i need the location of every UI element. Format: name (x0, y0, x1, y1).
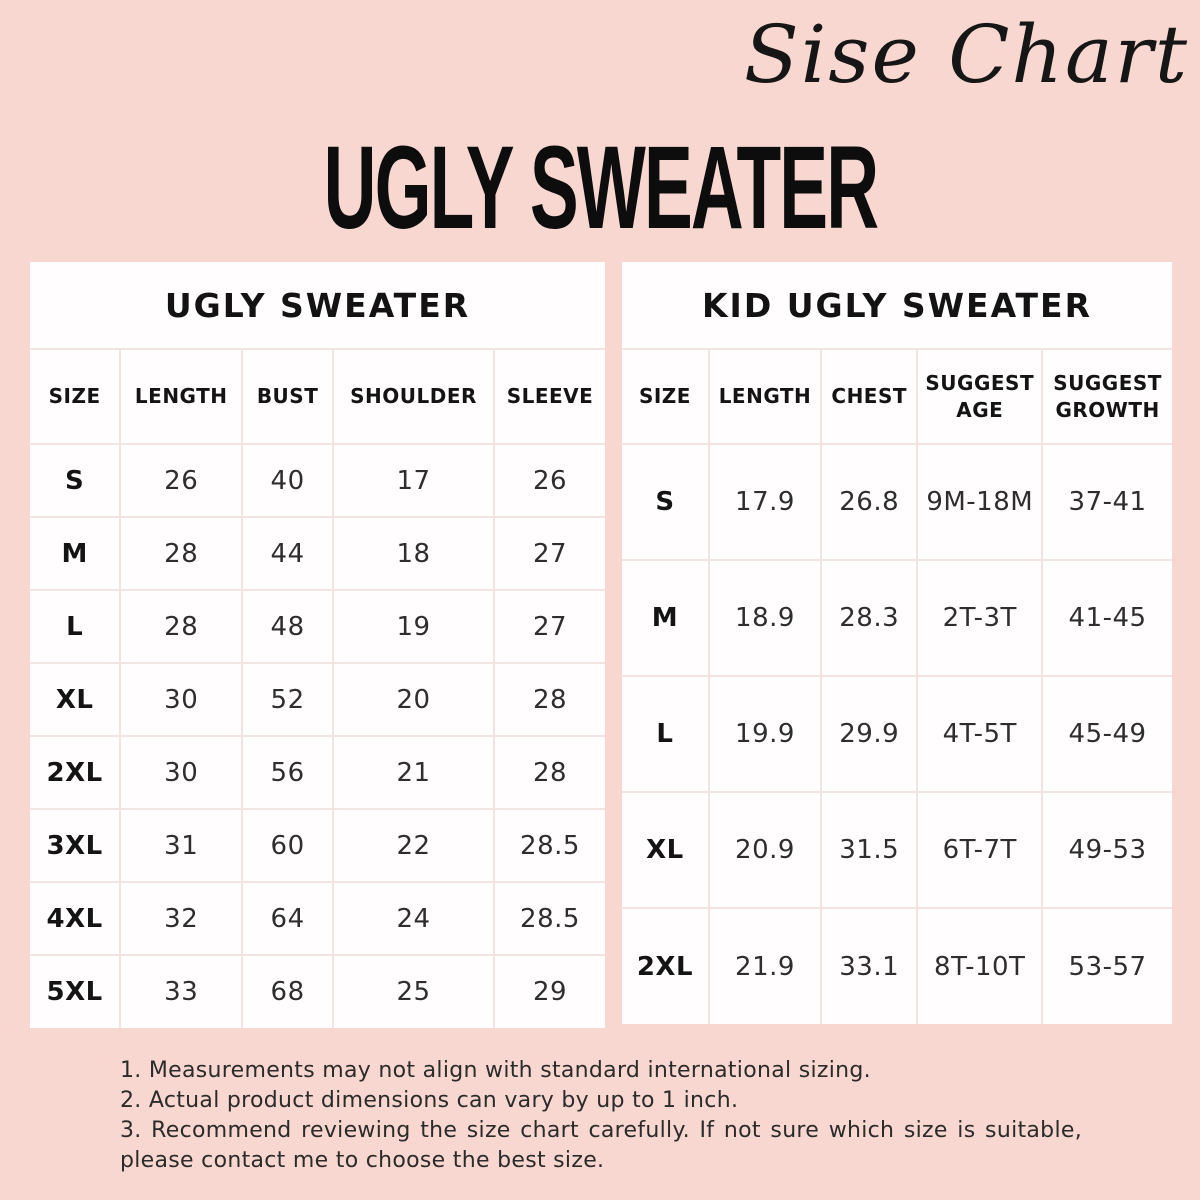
size-label: L (622, 676, 709, 792)
kid-table-title: KID UGLY SWEATER (622, 262, 1172, 350)
table-cell: 33.1 (821, 908, 917, 1024)
table-cell: 40 (242, 444, 333, 517)
table-row (30, 882, 605, 955)
kid-header-row (622, 350, 1172, 444)
table-row (30, 955, 605, 1028)
page-title (0, 122, 1200, 255)
table-cell: 26 (494, 444, 605, 517)
table-cell: 20.9 (709, 792, 821, 908)
table-cell: 17.9 (709, 444, 821, 560)
column-header-size: SIZE (30, 350, 120, 444)
table-cell: 20 (333, 663, 494, 736)
adult-table-title: UGLY SWEATER (30, 262, 605, 350)
kid-size-grid (622, 350, 1172, 1024)
size-label: XL (30, 663, 120, 736)
table-cell: 17 (333, 444, 494, 517)
table-row (30, 736, 605, 809)
table-cell: 28 (120, 517, 242, 590)
table-cell: 31 (120, 809, 242, 882)
table-row (622, 908, 1172, 1024)
table-cell: 30 (120, 663, 242, 736)
column-header-sleeve: SLEEVE (494, 350, 605, 444)
table-cell: 19 (333, 590, 494, 663)
column-header-chest: CHEST (821, 350, 917, 444)
table-cell: 28.3 (821, 560, 917, 676)
table-cell: 48 (242, 590, 333, 663)
table-cell: 41-45 (1042, 560, 1172, 676)
table-cell: 8T-10T (917, 908, 1042, 1024)
table-row (622, 676, 1172, 792)
table-cell: 64 (242, 882, 333, 955)
table-cell: 52 (242, 663, 333, 736)
table-cell: 26 (120, 444, 242, 517)
table-row (30, 444, 605, 517)
size-label: XL (622, 792, 709, 908)
script-heading: Sise Chart (744, 8, 1190, 101)
table-cell: 49-53 (1042, 792, 1172, 908)
size-label: L (30, 590, 120, 663)
table-row (30, 517, 605, 590)
column-header-shoulder: SHOULDER (333, 350, 494, 444)
table-row (622, 444, 1172, 560)
table-cell: 21 (333, 736, 494, 809)
column-header-suggest-age: SUGGEST AGE (917, 350, 1042, 444)
table-cell: 30 (120, 736, 242, 809)
table-cell: 9M-18M (917, 444, 1042, 560)
table-row (30, 809, 605, 882)
table-cell: 28 (494, 663, 605, 736)
table-cell: 26.8 (821, 444, 917, 560)
table-cell: 53-57 (1042, 908, 1172, 1024)
table-cell: 18 (333, 517, 494, 590)
adult-size-grid (30, 350, 605, 1028)
adult-size-table (30, 262, 605, 1028)
note-line-3: 3. Recommend reviewing the size chart carefully. If not sure which size is suitable, please contact me to choose the best size. (120, 1117, 1082, 1173)
table-cell: 68 (242, 955, 333, 1028)
table-cell: 37-41 (1042, 444, 1172, 560)
kid-size-table (622, 262, 1172, 1024)
table-cell: 27 (494, 517, 605, 590)
table-cell: 18.9 (709, 560, 821, 676)
table-cell: 21.9 (709, 908, 821, 1024)
table-cell: 32 (120, 882, 242, 955)
size-label: S (622, 444, 709, 560)
table-cell: 44 (242, 517, 333, 590)
column-header-length: LENGTH (120, 350, 242, 444)
size-label: M (622, 560, 709, 676)
page-title-text: UGLY SWEATER (323, 122, 877, 255)
table-cell: 28 (494, 736, 605, 809)
table-row (30, 663, 605, 736)
table-cell: 28.5 (494, 809, 605, 882)
sizing-notes (120, 1056, 1082, 1176)
size-label: 2XL (622, 908, 709, 1024)
note-line-1: 1. Measurements may not align with standard international sizing. (120, 1058, 871, 1083)
table-cell: 45-49 (1042, 676, 1172, 792)
table-cell: 33 (120, 955, 242, 1028)
size-label: 3XL (30, 809, 120, 882)
table-cell: 27 (494, 590, 605, 663)
table-cell: 31.5 (821, 792, 917, 908)
table-cell: 56 (242, 736, 333, 809)
table-cell: 60 (242, 809, 333, 882)
table-cell: 28 (120, 590, 242, 663)
table-cell: 2T-3T (917, 560, 1042, 676)
table-cell: 29.9 (821, 676, 917, 792)
table-cell: 4T-5T (917, 676, 1042, 792)
size-label: 4XL (30, 882, 120, 955)
size-label: M (30, 517, 120, 590)
column-header-length: LENGTH (709, 350, 821, 444)
table-cell: 25 (333, 955, 494, 1028)
note-line-2: 2. Actual product dimensions can vary by up to 1 inch. (120, 1087, 739, 1113)
column-header-suggest-growth: SUGGEST GROWTH (1042, 350, 1172, 444)
size-label: 2XL (30, 736, 120, 809)
table-row (30, 590, 605, 663)
adult-header-row (30, 350, 605, 444)
table-cell: 22 (333, 809, 494, 882)
table-cell: 29 (494, 955, 605, 1028)
size-label: S (30, 444, 120, 517)
column-header-bust: BUST (242, 350, 333, 444)
table-cell: 24 (333, 882, 494, 955)
size-label: 5XL (30, 955, 120, 1028)
table-cell: 28.5 (494, 882, 605, 955)
table-row (622, 560, 1172, 676)
table-cell: 19.9 (709, 676, 821, 792)
table-row (622, 792, 1172, 908)
table-cell: 6T-7T (917, 792, 1042, 908)
column-header-size: SIZE (622, 350, 709, 444)
